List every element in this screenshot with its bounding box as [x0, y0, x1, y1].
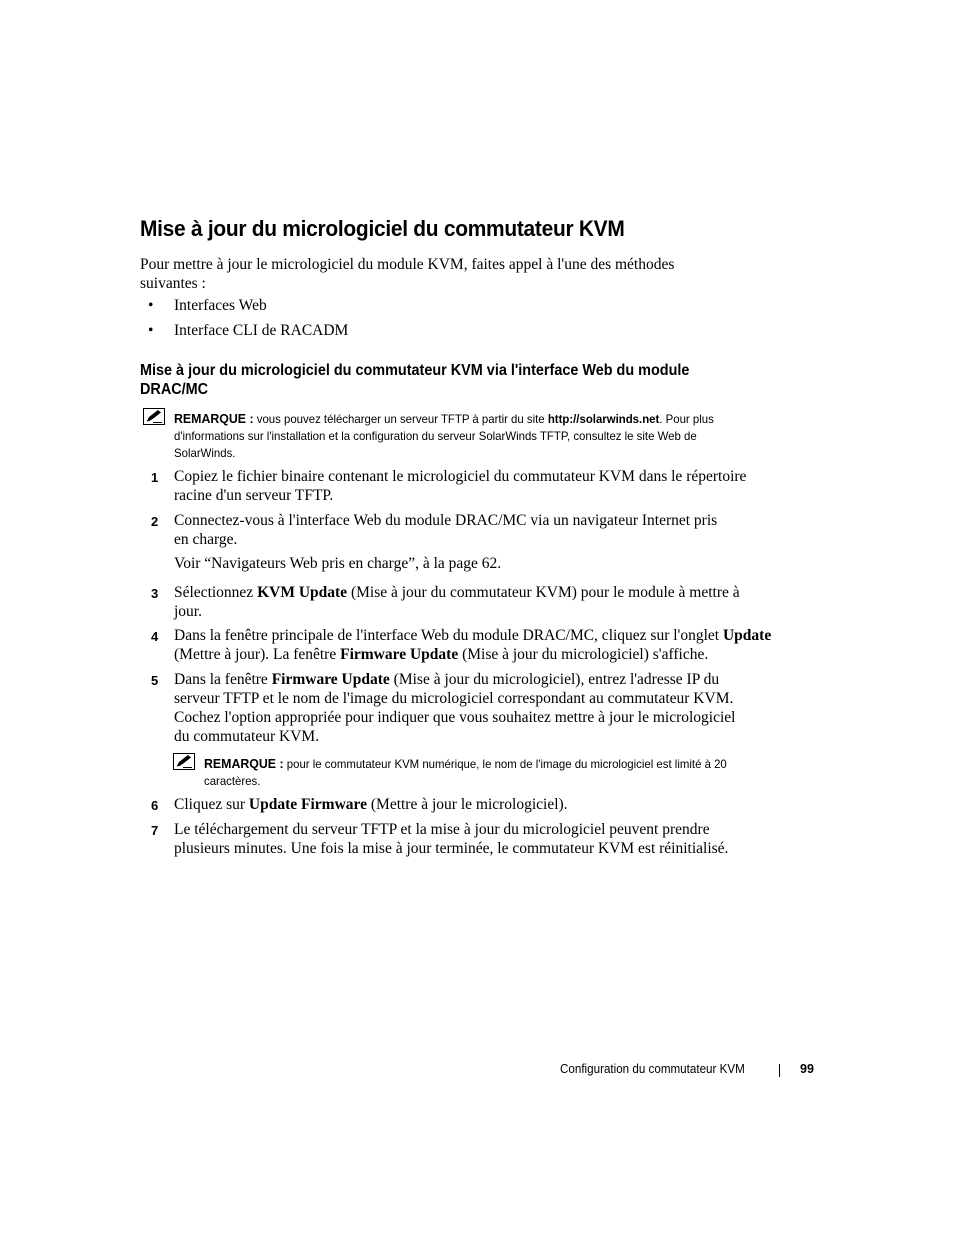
step-number: 6 — [151, 798, 159, 813]
footer-separator — [779, 1064, 780, 1077]
footer-section-title: Configuration du commutateur KVM — [560, 1062, 745, 1076]
pencil-note-icon — [143, 408, 165, 425]
update-tab-label: Update — [722, 627, 772, 644]
intro-paragraph: Pour mettre à jour le micrologiciel du module KVM, faites appel à l'une des méthodes suivantes : — [140, 256, 675, 292]
update-firmware-label: Update Firmware — [248, 796, 367, 813]
bullet-item-web: Interfaces Web — [174, 297, 267, 314]
bullet-item-racadm: Interface CLI de RACADM — [174, 322, 349, 339]
step-7-text: Le téléchargement du serveur TFTP et la mise à jour du micrologiciel peuvent prendre plusieurs minutes. Une fois la mise à jour terminée, le commutateur KVM est réinitialisé. — [174, 821, 729, 857]
note-label: REMARQUE : — [174, 411, 254, 426]
bullet-glyph: • — [148, 322, 154, 339]
step-5-text: Dans la fenêtre Firmware Update (Mise à jour du micrologiciel), entrez l'adresse IP du serveur TFTP et le nom de l'image du micrologiciel correspondant au commutateur KVM. Cochez l'option appropriée pour indiquer que vous souhaitez mettre à jour le micrologiciel du commutateur KVM. — [174, 671, 736, 745]
step-2-reference: Voir “Navigateurs Web pris en charge”, à la page 62. — [174, 555, 502, 572]
step-1-text: Copiez le fichier binaire contenant le micrologiciel du commutateur KVM dans le répertoire racine d'un serveur TFTP. — [174, 468, 747, 504]
kvm-update-label: KVM Update — [257, 584, 348, 601]
note-text: . Pour plus d'informations sur l'installation et la configuration du serveur SolarWinds TFTP, consultez le site Web de SolarWinds. — [174, 412, 714, 460]
page-title: Mise à jour du micrologiciel du commutateur KVM — [140, 216, 625, 241]
note-solarwinds — [174, 410, 754, 462]
step-number: 4 — [151, 629, 159, 644]
note-text: pour le commutateur KVM numérique, le nom de l'image du micrologiciel est limité à 20 caractères. — [204, 757, 727, 788]
pencil-note-icon — [173, 753, 195, 770]
note-label: REMARQUE : — [204, 756, 284, 771]
step-number: 3 — [151, 586, 159, 601]
step-number: 1 — [151, 470, 159, 485]
section-heading: Mise à jour du micrologiciel du commutateur KVM via l'interface Web du module DRAC/MC — [140, 362, 690, 398]
note-image-name-limit — [204, 755, 755, 790]
step-3-text: Sélectionnez KVM Update (Mise à jour du commutateur KVM) pour le module à mettre à jour. — [174, 584, 740, 620]
note-text: vous pouvez télécharger un serveur TFTP à partir du site — [253, 412, 548, 426]
step-number: 2 — [151, 514, 159, 529]
firmware-update-label: Firmware Update — [271, 671, 390, 688]
step-6-text: Cliquez sur Update Firmware (Mettre à jour le micrologiciel). — [174, 796, 568, 813]
step-number: 5 — [151, 673, 159, 688]
step-2-text: Connectez-vous à l'interface Web du module DRAC/MC via un navigateur Internet pris en charge. — [174, 512, 718, 548]
step-4-text: Dans la fenêtre principale de l'interface Web du module DRAC/MC, cliquez sur l'onglet Update (Mettre à jour). La fenêtre Firmware Update (Mise à jour du micrologiciel) s'affiche. — [174, 627, 772, 663]
bullet-glyph: • — [148, 297, 154, 314]
solarwinds-link[interactable]: http://solarwinds.net — [547, 412, 660, 426]
firmware-update-label: Firmware Update — [340, 646, 459, 663]
page-number: 99 — [800, 1062, 814, 1076]
step-number: 7 — [151, 823, 159, 838]
